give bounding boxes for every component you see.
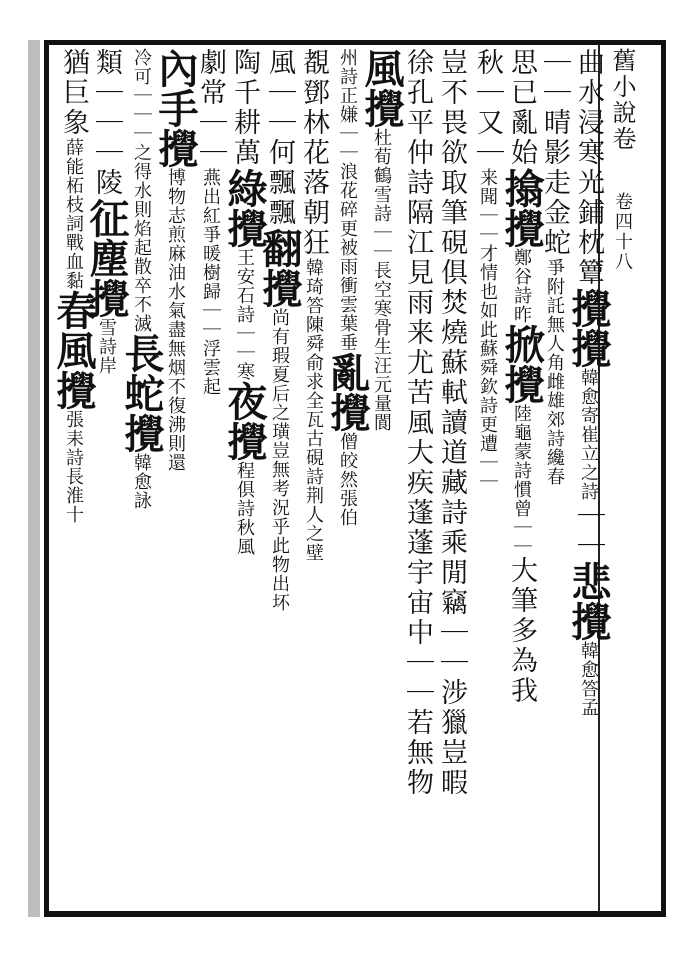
annotation-text: 雪詩岸 [96, 318, 117, 375]
main-text: 覩鄧林花落朝狂 [298, 48, 329, 258]
annotation-text: 冷可｜｜｜之得水則焰起散卒不滅 [131, 48, 152, 333]
headword: 攪攪 [565, 288, 612, 368]
volume-label: 卷四十八 [612, 192, 633, 272]
main-text: 猶巨象 [58, 48, 89, 138]
frame-right-border [661, 40, 666, 917]
annotation-text: 韓琦答陳舜俞求全瓦古硯詩荆人之壁 [303, 258, 324, 562]
headword: 綠攪 [221, 168, 268, 248]
main-text: 曲水浸寒光鋪枕簟 [573, 48, 604, 288]
annotation-text: 博物志煎麻油水氣盡無烟不復沸則還 [165, 168, 186, 472]
headword: 長蛇攪 [118, 333, 165, 453]
annotation-text: 鄭谷詩昨 [511, 248, 532, 324]
main-text: 秋｜又｜ [472, 48, 503, 168]
annotation-text: 陸龜蒙詩慣曾｜｜ [511, 404, 532, 556]
annotation-text [14, 48, 66, 162]
headword: 春風攪 [50, 290, 97, 410]
annotation-text: 州詩正嫌｜｜浪花碎更被雨衝雲葉垂 [337, 48, 358, 352]
header-title: 舊小說卷 [608, 48, 636, 152]
main-text: 徐孔平仲詩隔江見雨来尤苦風大疾蓬蓬宇宙中｜｜若無物 [402, 48, 433, 798]
headword: 掀攪 [498, 324, 545, 404]
headword: 夜攪 [221, 381, 268, 461]
annotation-text: 薛能柘枝詞戰血黏 [63, 138, 84, 290]
main-text: 風｜｜何飄飄 [264, 48, 295, 228]
annotation-text: 来聞｜｜ [477, 168, 498, 244]
annotation-text: 爭附託無人角雌雄 [544, 258, 565, 410]
annotation-text: 郊詩纔春 [544, 410, 565, 486]
annotation-text [14, 162, 66, 276]
headword: 㩉攪 [498, 168, 545, 248]
headword: 風攪 [358, 48, 405, 128]
main-text: ｜｜ [573, 501, 604, 561]
main-text: 劇常｜｜ [195, 48, 226, 168]
main-text: 豈不畏欲取筆硯俱焚燒蘇軾讀道藏詩乘閒竊｜｜涉獵豈暇 [436, 48, 467, 798]
headword: 悲攪 [565, 561, 612, 641]
main-text: 思已亂始 [506, 48, 537, 168]
main-text: 陶千耕萬 [229, 48, 260, 168]
annotation-text: 韓愈答孟 [578, 641, 599, 717]
annotation-text: 王安石詩｜｜寒 [234, 248, 255, 381]
main-text: 類｜｜｜陵 [91, 48, 122, 198]
annotation-text: 程俱詩秋風 [234, 461, 255, 556]
annotation-text: 杜荀鶴雪詩｜｜長空寒骨生汪元量閬 [371, 128, 392, 432]
annotation-text: 尚有瑕夏后之璜豈無考況乎此物出坏 [269, 308, 290, 612]
headword: 征塵攪 [83, 198, 130, 318]
annotation-text: 韓愈寄崔立之詩 [578, 368, 599, 501]
annotation-text: 張耒詩長淮十 [63, 410, 84, 524]
annotation-text: 才情也如此蘇舜欽詩更遭｜｜ [477, 244, 498, 491]
frame-bottom-border [44, 911, 666, 917]
headword: 內手攪 [152, 48, 199, 168]
annotation-text: 韓愈詠 [131, 453, 152, 510]
headword: 亂攪 [324, 352, 371, 432]
annotation-text: 燕出紅爭暖樹歸｜｜浮雲起 [200, 168, 221, 396]
headword: 翻攪 [256, 228, 303, 308]
main-text: ｜｜晴影走金蛇 [539, 48, 570, 258]
annotation-text: 僧皎然張伯 [337, 432, 358, 527]
main-text: 大筆多為我 [506, 556, 537, 706]
frame-top-border [44, 40, 666, 45]
